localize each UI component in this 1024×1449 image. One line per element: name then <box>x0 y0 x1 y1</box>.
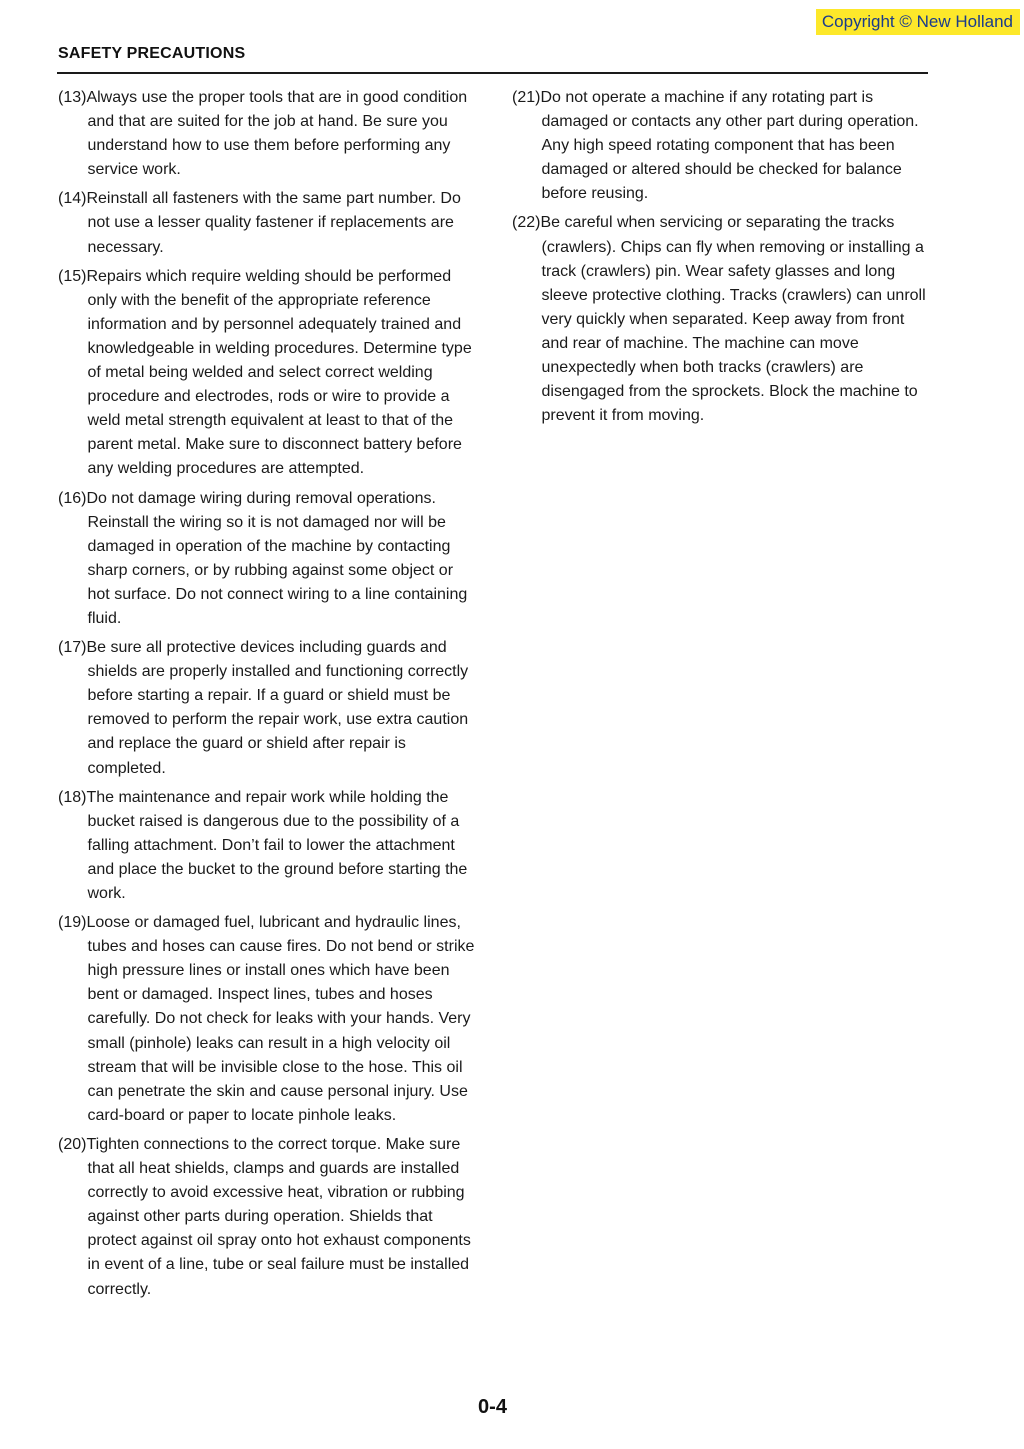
item-text: Be careful when servicing or separating the tracks (crawlers). Chips can fly when removing or installing a track (crawlers) pin. Wear safety glasses and long sleeve protective clothing. Tracks (crawlers) can unroll very quickly when separated. Keep away from front and rear of machine. The machine can move unexpectedly when both tracks (crawlers) are disengaged from the sprockets. Block the machine to prevent it from moving. <box>540 214 926 425</box>
item-number: (21) <box>512 89 541 106</box>
precaution-item-16 <box>58 487 478 632</box>
precaution-item-13 <box>58 86 478 182</box>
item-number: (19) <box>58 914 87 932</box>
item-number: (17) <box>58 639 87 657</box>
page-number: 0-4 <box>478 1396 507 1418</box>
precaution-item-20 <box>58 1133 478 1302</box>
item-text: Do not damage wiring during removal operations. Reinstall the wiring so it is not damaged nor will be damaged in operation of the machine by contacting sharp corners, or by rubbing against some object or hot surface. Do not connect wiring to a line containing fluid. <box>86 489 468 627</box>
item-text: Reinstall all fasteners with the same part number. Do not use a lesser quality fastener if replacements are necessary. <box>86 190 461 256</box>
precaution-item-17 <box>58 636 478 781</box>
item-text: Be sure all protective devices including guards and shields are properly installed and functioning correctly before starting a repair. If a guard or shield must be removed to perform the repair work, use extra caution and replace the guard or shield after repair is completed. <box>86 639 469 777</box>
item-number: (14) <box>58 190 87 208</box>
section-title: SAFETY PRECAUTIONS <box>58 45 246 62</box>
precaution-item-18 <box>58 786 478 906</box>
item-text: The maintenance and repair work while holding the bucket raised is dangerous due to the possibility of a falling attachment. Don’t fail to lower the attachment and place the bucket to the ground before starting the work. <box>86 788 468 902</box>
copyright-notice: Copyright © New Holland <box>816 9 1020 35</box>
item-number: (20) <box>58 1135 87 1153</box>
precaution-item-14 <box>58 187 478 259</box>
item-text: Do not operate a machine if any rotating part is damaged or contacts any other part during operation. Any high speed rotating component that has been damaged or altered should be checked for balance before reusing. <box>540 89 919 203</box>
item-number: (22) <box>512 214 541 232</box>
item-number: (15) <box>58 267 87 285</box>
item-number: (16) <box>58 489 87 507</box>
precaution-item-19 <box>58 911 478 1128</box>
item-number: (13) <box>58 89 87 106</box>
left-column <box>58 86 478 1307</box>
right-column <box>512 86 932 433</box>
header-divider <box>57 72 928 74</box>
precaution-item-22 <box>512 211 932 428</box>
item-text: Tighten connections to the correct torque. Make sure that all heat shields, clamps and guards are installed correctly to avoid excessive heat, vibration or rubbing against other parts during operation. Shields that protect against oil spray onto hot exhaust components in event of a line, tube or seal failure must be installed correctly. <box>86 1135 471 1298</box>
item-text: Loose or damaged fuel, lubricant and hydraulic lines, tubes and hoses can cause fires. Do not bend or strike high pressure lines or install ones which have been bent or damaged. Inspect lines, tubes and hoses carefully. Do not check for leaks with your hands. Very small (pinhole) leaks can result in a high velocity oil stream that will be invisible close to the hose. This oil can penetrate the skin and cause personal injury. Use card-board or paper to locate pinhole leaks. <box>86 914 475 1124</box>
item-text: Repairs which require welding should be performed only with the benefit of the appropriate reference information and by personnel adequately trained and knowledgeable in welding procedures. Determine type of metal being welded and select correct welding procedure and electrodes, rods or wire to provide a weld metal strength equivalent at least to that of the parent metal. Make sure to disconnect battery before any welding procedures are attempted. <box>86 267 472 478</box>
item-number: (18) <box>58 788 87 806</box>
precaution-item-21 <box>512 86 932 206</box>
precaution-item-15 <box>58 265 478 482</box>
item-text: Always use the proper tools that are in good condition and that are suited for the job at hand. Be sure you understand how to use them before performing any service work. <box>86 89 468 179</box>
